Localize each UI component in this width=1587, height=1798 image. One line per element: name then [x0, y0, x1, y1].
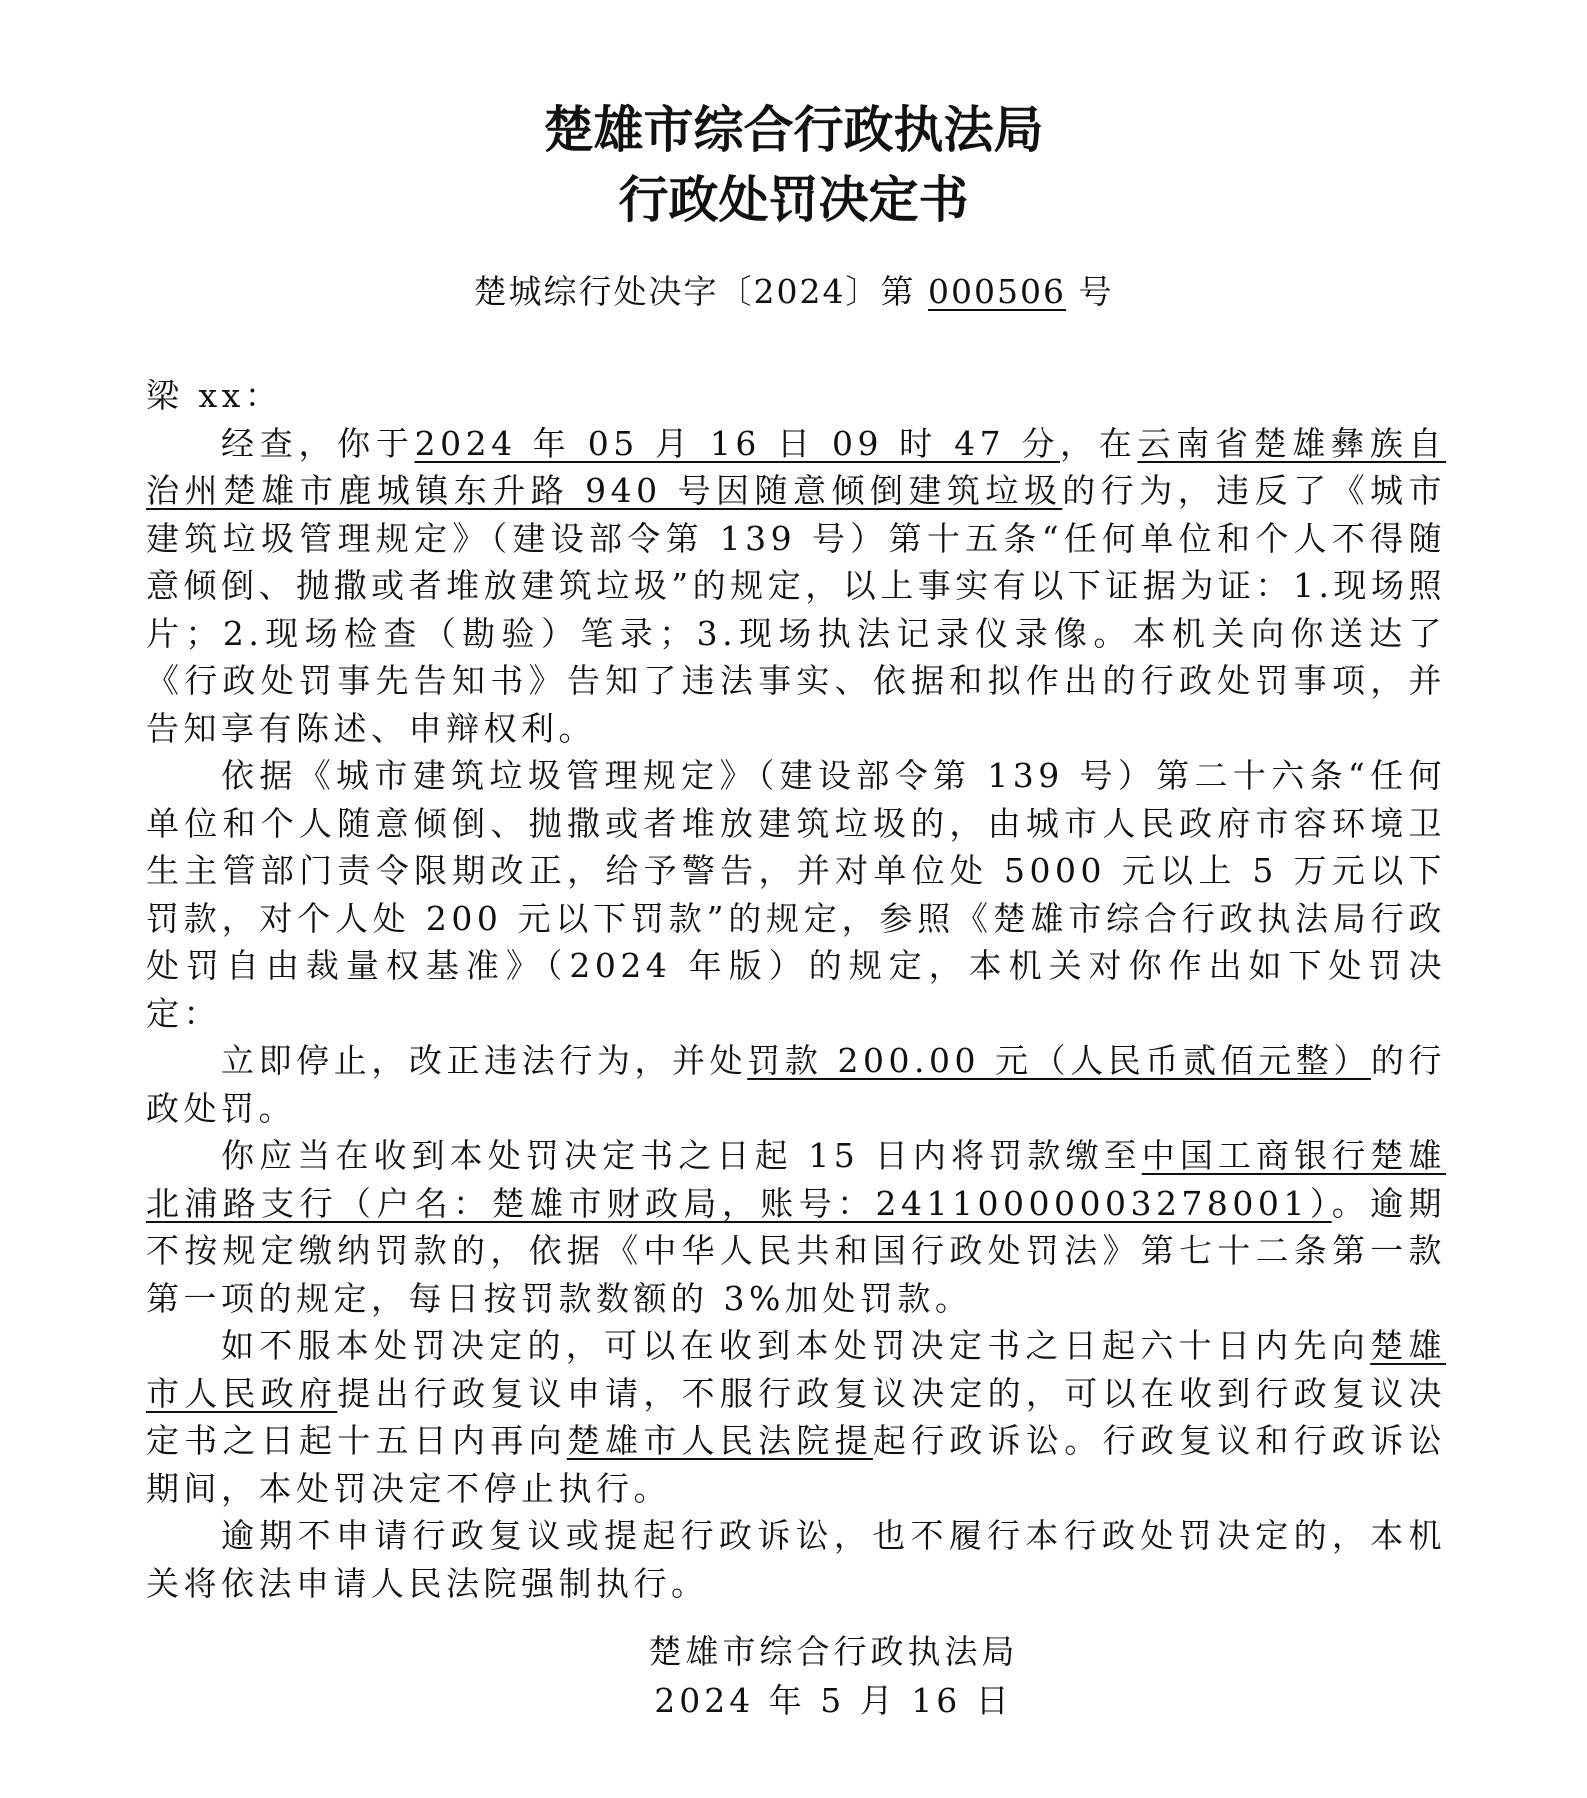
appeal-text-3: 起行政诉讼。行政复议和行政诉讼期间，本处罚决定不停止执行。 [146, 1421, 1447, 1508]
facts-text-1: 经查，你于 [221, 423, 415, 463]
signature-date: 2024 年 5 月 16 日 [654, 1681, 1013, 1720]
fine-amount: 罚款 200.00 元（人民币贰佰元整） [747, 1041, 1371, 1080]
violation-location: 云南省楚雄彝族自治州楚雄市鹿城镇东升路 940 号因随意倾倒建筑垃圾 [146, 423, 1447, 510]
payment-text-2: 。逾期不按规定缴纳罚款的，依据《中华人民共和国行政处罚法》第七十二条第一款第一项的规定，每日按罚款数额的 3%加处罚款。 [146, 1183, 1446, 1318]
doc-number-suffix: 号 [1065, 272, 1114, 311]
doc-number-prefix: 楚城综行处决字〔2024〕第 [473, 272, 928, 311]
review-authority: 楚雄市人民政府 [146, 1326, 1447, 1413]
violation-time: 2024 年 05 月 16 日 09 时 47 分 [414, 423, 1061, 463]
doc-number-value: 000506 [928, 272, 1066, 311]
appeal-text-1: 如不服本处罚决定的，可以在收到本处罚决定书之日起六十日内先向 [221, 1326, 1371, 1365]
facts-paragraph [146, 420, 1446, 753]
enforcement-paragraph: 逾期不申请行政复议或提起行政诉讼，也不履行本行政处罚决定的，本机关将依法申请人民法院强制执行。 [146, 1516, 1446, 1603]
agency-title: 楚雄市综合行政执法局 [543, 100, 1044, 159]
document-type-title: 行政处罚决定书 [618, 170, 969, 229]
facts-text-2: ，在 [1060, 423, 1138, 463]
bank-account: 中国工商银行楚雄北浦路支行（户名：楚雄市财政局，账号：24110000003278001） [146, 1136, 1446, 1223]
document-number [0, 266, 1587, 313]
decision-text-2: 的行政处罚。 [146, 1041, 1447, 1128]
legal-basis-paragraph: 依据《城市建筑垃圾管理规定》（建设部令第 139 号）第二十六条“任何单位和个人随意倾倒、抛撒或者堆放建筑垃圾的，由城市人民政府市容环境卫生主管部门责令限期改正，给予警告，并对单位处 5000 元以上 5 万元以下罚款，对个人处 200 元以下罚款”的规定，参照《楚雄市综合行政执法局行政处罚自由裁量权基准》（2024 年版）的规定，本机关对你作出如下处罚决定： [146, 756, 1446, 1033]
signature-agency: 楚雄市综合行政执法局 [648, 1632, 1019, 1671]
court-name: 楚雄市人民法院提 [566, 1421, 873, 1460]
appeal-text-2: 提出行政复议申请，不服行政复议决定的，可以在收到行政复议决定书之日起十五日内再向 [146, 1373, 1447, 1460]
payment-text-1: 你应当在收到本处罚决定书之日起 15 日内将罚款缴至 [221, 1136, 1142, 1175]
recipient: 梁 xx： [146, 376, 283, 415]
decision-paragraph [146, 1037, 1446, 1132]
facts-text-3: 的行为，违反了《城市建筑垃圾管理规定》（建设部令第 139 号）第十五条“任何单位和个人不得随意倾倒、抛撒或者堆放建筑垃圾”的规定，以上事实有以下证据为证：1.现场照片；2.现场检查（勘验）笔录；3.现场执法记录仪录像。本机关向你送达了《行政处罚事先告知书》告知了违法事实、依据和拟作出的行政处罚事项，并告知享有陈述、申辩权利。 [146, 471, 1447, 748]
decision-text-1: 立即停止，改正违法行为，并处 [221, 1041, 748, 1080]
appeal-paragraph [146, 1322, 1446, 1512]
payment-paragraph [146, 1132, 1446, 1322]
document-body [146, 372, 1446, 1607]
